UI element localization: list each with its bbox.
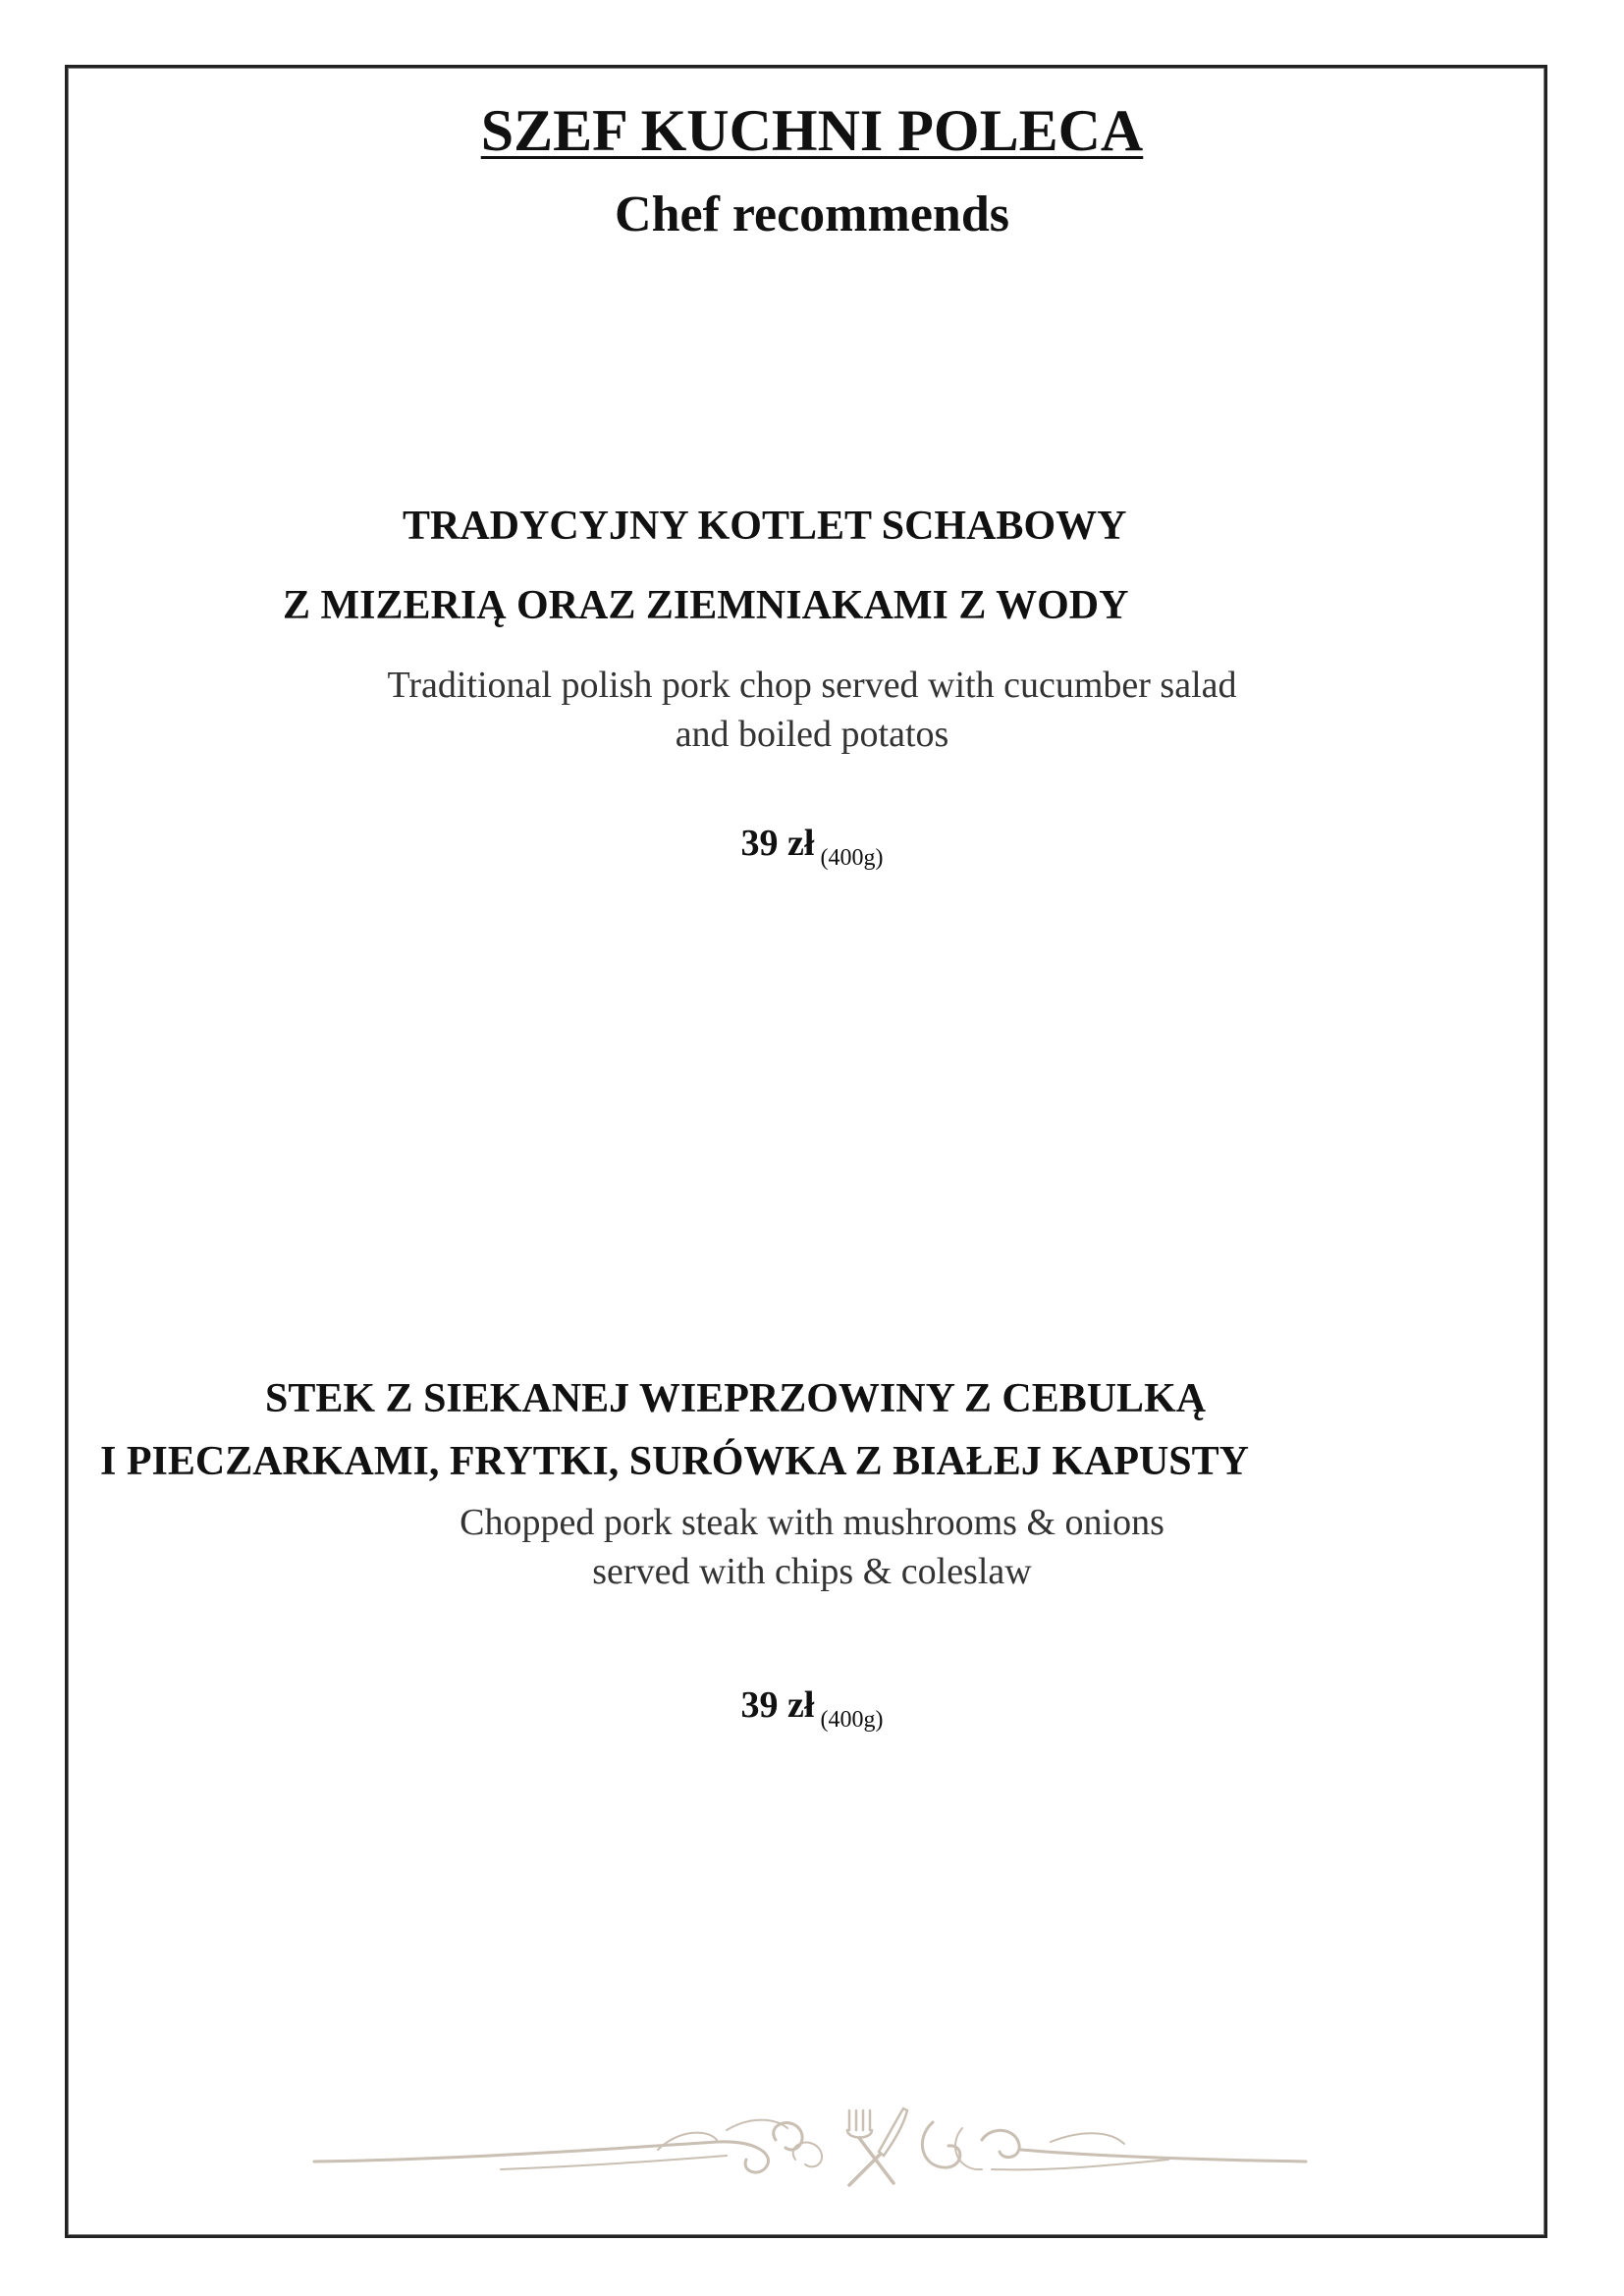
fork-knife-ornament-icon [304,2101,1316,2189]
dish-price-line [0,1684,1624,1733]
dish-weight: (400g) [820,845,884,871]
dish-name-line-1: STEK Z SIEKANEJ WIEPRZOWINY Z CEBULKĄ [265,1376,1207,1421]
dish-price: 39 zł [740,1684,815,1726]
dish-price: 39 zł [740,823,815,864]
dish-description [0,661,1624,759]
dish-description [0,1498,1624,1596]
dish-description-line-2: and boiled potatos [675,714,949,755]
dish-name-line-1: TRADYCYJNY KOTLET SCHABOWY [403,504,1127,549]
dish-description-line-1: Traditional polish pork chop served with cucumber salad [387,665,1237,706]
dish-weight: (400g) [820,1707,884,1733]
dish-name-line-2: I PIECZARKAMI, FRYTKI, SURÓWKA Z BIAŁEJ KAPUSTY [100,1439,1250,1484]
page-border [65,65,1547,2238]
dish-description-line-1: Chopped pork steak with mushrooms & onions [460,1502,1164,1543]
dish-description-line-2: served with chips & coleslaw [592,1551,1032,1592]
dish-price-line [0,823,1624,871]
dish-name-line-2: Z MIZERIĄ ORAZ ZIEMNIAKAMI Z WODY [283,583,1129,628]
page-title: SZEF KUCHNI POLECA [480,98,1144,163]
page-subtitle: Chef recommends [615,187,1009,242]
